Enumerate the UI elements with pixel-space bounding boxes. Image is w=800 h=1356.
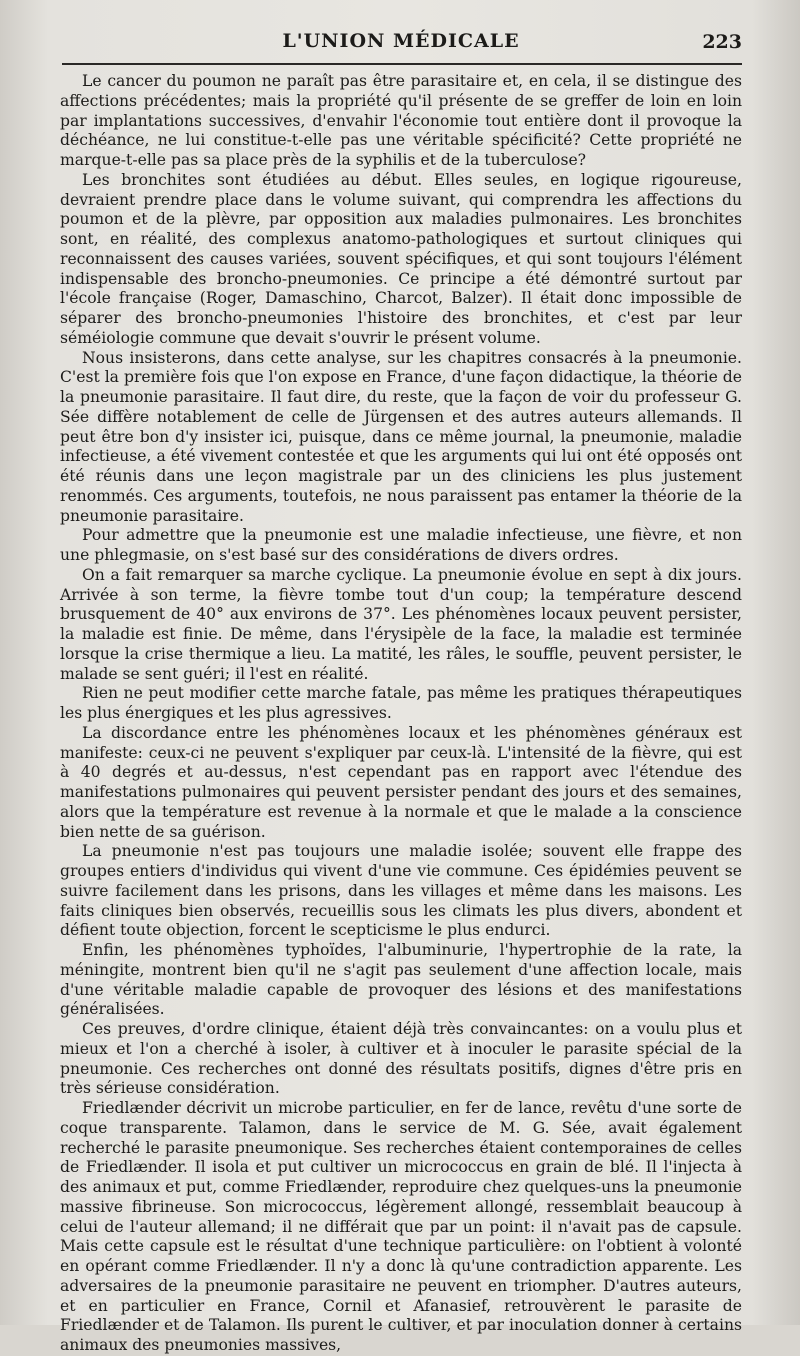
article-body (60, 72, 742, 1356)
paragraph-marche-fatale: Rien ne peut modifier cette marche fatale, pas même les pratiques thérapeutiques les plus énergiques et les plus agressives. (60, 684, 742, 722)
running-title: L'UNION MÉDICALE (282, 30, 520, 52)
paragraph-bronchites: Les bronchites sont étudiées au début. Elles seules, en logique rigoureuse, devraient prendre place dans le volume suivant, qui comprendra les affections du poumon et de la plèvre, par opposition aux maladies pulmonaires. Les bronchites sont, en réalité, des complexus anatomo-pathologiques et surtout cliniques qui reconnaissent des causes variées, souvent spécifiques, et qui sont toujours l'élément indispensable des broncho-pneumonies. Ce principe a été démontré surtout par l'école française (Roger, Damaschino, Charcot, Balzer). Il était donc impossible de séparer des broncho-pneumonies l'histoire des bronchites, et c'est par leur séméiologie commune que devait s'ouvrir le présent volume. (60, 170, 742, 347)
paragraph-friedlaender: Friedlænder décrivit un microbe particulier, en fer de lance, revêtu d'une sorte de coque transparente. Talamon, dans le service de M. G. Sée, avait également recherché le parasite pneumonique. Ses recherches étaient contemporaines de celles de Friedlænder. Il isola et put cultiver un micrococcus en grain de blé. Il l'injecta à des animaux et put, comme Friedlænder, reproduire chez quelques-uns la pneumonie massive fibrineuse. Son micrococcus, légèrement allongé, ressemblait beaucoup à celui de l'auteur allemand; il ne différait que par un point: il n'avait pas de capsule. Mais cette capsule est le résultat d'une technique particulière: on l'obtient à volonté en opérant comme Friedlænder. Il n'y a donc là qu'une contradiction apparente. Les adversaires de la pneumonie parasitaire ne peuvent en triompher. D'autres auteurs, et en particulier en France, Cornil et Afanasief, retrouvèrent le parasite de Friedlænder et de Talamon. Ils purent le cultiver, et par inoculation donner à certains animaux des pneumonies massives, (60, 1099, 742, 1354)
paragraph-epidemies: La pneumonie n'est pas toujours une maladie isolée; souvent elle frappe des groupes entiers d'individus qui vivent d'une vie commune. Ces épidémies peuvent se suivre facilement dans les prisons, dans les villages et même dans les maisons. Les faits cliniques bien observés, recueillis sous les climats les plus divers, abondent et défient toute objection, forcent le scepticisme le plus endurci. (60, 842, 742, 940)
paragraph-marche-cyclique: On a fait remarquer sa marche cyclique. La pneumonie évolue en sept à dix jours. Arrivée à son terme, la fièvre tombe tout d'un coup; la température descend brusquement de 40° aux environs de 37°. Les phénomènes locaux peuvent persister, la maladie est finie. De même, dans l'érysipèle de la face, la maladie est terminée lorsque la crise thermique a lieu. La matité, les râles, le souffle, peuvent persister, le malade se sent guéri; il l'est en réalité. (60, 565, 742, 683)
paragraph-discordance: La discordance entre les phénomènes locaux et les phénomènes généraux est manifeste: ceux-ci ne peuvent s'expliquer par ceux-là. L'intensité de la fièvre, qui est à 40 degrés et au-dessus, n'est cependant pas en rapport avec l'étendue des manifestations pulmonaires qui peuvent persister pendant des jours et des semaines, alors que la température est revenue à la normale et que le malade a la conscience bien nette de sa guérison. (60, 723, 742, 841)
page-header (60, 30, 742, 56)
paragraph-phenomenes-typhoides: Enfin, les phénomènes typhoïdes, l'albuminurie, l'hypertrophie de la rate, la méningite, montrent bien qu'il ne s'agit pas seulement d'une affection locale, mais d'une véritable maladie capable de provoquer des lésions et des manifestations généralisées. (60, 941, 742, 1019)
paragraph-maladie-infectieuse: Pour admettre que la pneumonie est une maladie infectieuse, une fièvre, et non une phlegmasie, on s'est basé sur des considérations de divers ordres. (60, 526, 742, 564)
header-rule (62, 63, 742, 65)
page-number: 223 (702, 31, 742, 53)
paragraph-preuves-cliniques: Ces preuves, d'ordre clinique, étaient déjà très convaincantes: on a voulu plus et mieux et l'on a cherché à isoler, à cultiver et à inoculer le parasite spécial de la pneumonie. Ces recherches ont donné des résultats positifs, dignes d'être pris en très sérieuse considération. (60, 1020, 742, 1098)
paragraph-cancer: Le cancer du poumon ne paraît pas être parasitaire et, en cela, il se distingue des affections précédentes; mais la propriété qu'il présente de se greffer de loin en loin par implantations successives, d'envahir l'économie tout entière dont il provoque la déchéance, ne lui constitue-t-elle pas une véritable spécificité? Cette propriété ne marque-t-elle pas sa place près de la syphilis et de la tuberculose? (60, 72, 742, 169)
paragraph-pneumonie-analyse: Nous insisterons, dans cette analyse, sur les chapitres consacrés à la pneumonie. C'est la première fois que l'on expose en France, d'une façon didactique, la théorie de la pneumonie parasitaire. Il faut dire, du reste, que la façon de voir du professeur G. Sée diffère notablement de celle de Jürgensen et des autres auteurs allemands. Il peut être bon d'y insister ici, puisque, dans ce même journal, la pneumonie, maladie infectieuse, a été vivement contestée et que les arguments qui lui ont été opposés ont été réunis dans une leçon magistrale par un des cliniciens les plus justement renommés. Ces arguments, toutefois, ne nous paraissent pas entamer la théorie de la pneumonie parasitaire. (60, 348, 742, 525)
